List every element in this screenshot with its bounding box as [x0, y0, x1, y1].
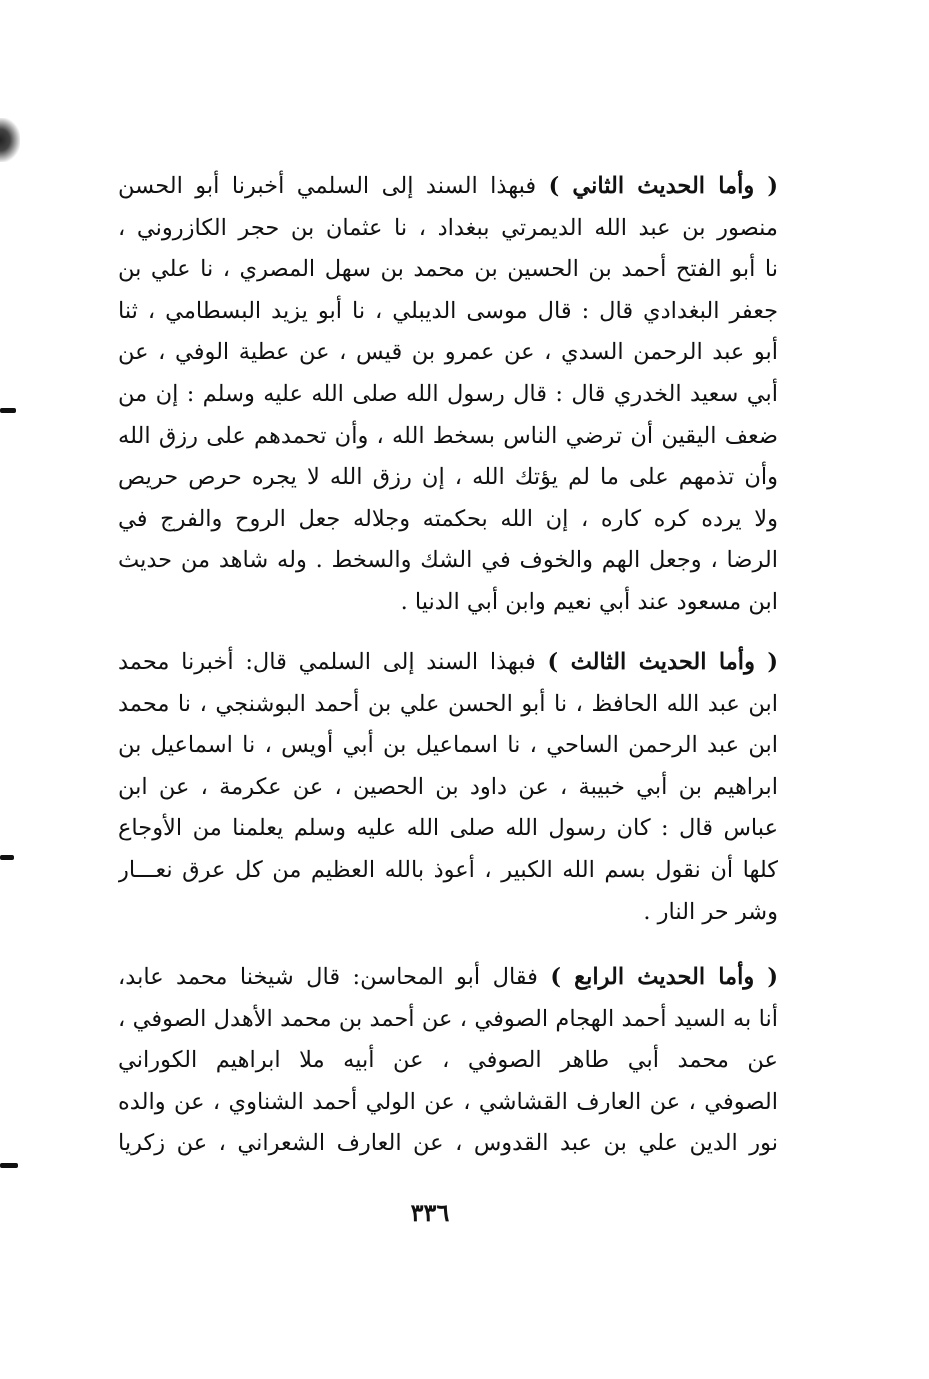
- edge-mark: [0, 855, 14, 860]
- text-line: ولا يرده كره كاره ، إن الله بحكمته وجلاله جعل الروح والفرج في: [118, 505, 778, 532]
- text-run: فقال أبو المحاسن: قال شيخنا محمد عابد،: [118, 964, 538, 990]
- text-line: ابن عبد الله الحافظ ، نا أبو الحسن علي بن أحمد البوشنجي ، نا محمد: [118, 690, 778, 717]
- text-line: وأن تذمهم على ما لم يؤتك الله ، إن رزق الله لا يجره حرص حريص: [118, 464, 778, 491]
- text-line: أبي سعيد الخدري قال : قال رسول الله صلى الله عليه وسلم : إن من: [118, 380, 778, 407]
- text-line: [118, 166, 778, 208]
- text-line: كلها أن نقول بسم الله الكبير ، أعوذ بالله العظيم من كل عرق نعـــار: [118, 856, 778, 883]
- page-number: ٣٣٦: [410, 1198, 450, 1227]
- paragraph-hadith-2: [118, 166, 778, 624]
- paragraph-heading: ( وأما الحديث الثالث ): [547, 649, 778, 675]
- text-line: ضعف اليقين أن ترضي الناس بسخط الله ، وأن تحمدهم على رزق الله: [118, 422, 778, 449]
- paragraph-heading: ( وأما الحديث الرابع ): [550, 964, 778, 990]
- text-line: الرضا ، وجعل الهم والخوف في الشك والسخط . وله شاهد من حديث: [118, 547, 778, 574]
- text-line: منصور بن عبد الله الديمرتي ببغداد ، نا عثمان بن حجر الكازروني ،: [118, 214, 778, 241]
- text-line: عباس قال : كان رسول الله صلى الله عليه وسلم يعلمنا من الأوجاع: [118, 815, 778, 842]
- text-line: نور الدين علي بن عبد القدوس ، عن العارف الشعراني ، عن زكريا: [118, 1130, 778, 1157]
- text-line: [118, 957, 778, 999]
- text-line: [118, 642, 778, 684]
- text-line: ابن مسعود عند أبي نعيم وابن أبي الدنيا .: [400, 588, 778, 615]
- edge-mark: [0, 408, 16, 413]
- text-run: فبهذا السند إلى السلمي قال: أخبرنا محمد: [118, 649, 536, 675]
- text-line: جعفر البغدادي قال : قال موسى الديبلي ، نا أبو يزيد البسطامي ، ثنا: [118, 297, 778, 324]
- paragraph-hadith-3: [118, 642, 778, 933]
- text-line: الصوفي ، عن العارف القشاشي ، عن الولي أحمد الشناوي ، عن والده: [118, 1088, 778, 1115]
- paragraph-heading: ( وأما الحديث الثاني ): [548, 173, 778, 199]
- text-line: أبو عبد الرحمن السدي ، عن عمرو بن قيس ، عن عطية الوفي ، عن: [118, 339, 778, 366]
- text-run: فبهذا السند إلى السلمي أخبرنا أبو الحسن: [118, 173, 537, 199]
- text-line: ابراهيم بن أبي خبيبة ، عن داود بن الحصين ، عن عكرمة ، عن ابن: [118, 773, 778, 800]
- edge-mark: [0, 1163, 18, 1168]
- paragraph-hadith-4: [118, 957, 778, 1165]
- text-line: ابن عبد الرحمن الساحي ، نا اسماعيل بن أبي أويس ، نا اسماعيل بن: [118, 732, 778, 759]
- text-line: أنا به السيد أحمد الهجام الصوفي ، عن أحمد بن محمد الأهدل الصوفي ،: [118, 1005, 778, 1032]
- text-line: وشر حر النار .: [643, 898, 778, 925]
- text-line: عن محمد أبي طاهر الصوفي ، عن أبيه ملا ابراهيم الكوراني: [118, 1047, 778, 1074]
- scan-smudge: [0, 118, 20, 162]
- text-line: نا أبو الفتح أحمد بن الحسين بن محمد بن سهل المصري ، نا علي بن: [118, 256, 778, 283]
